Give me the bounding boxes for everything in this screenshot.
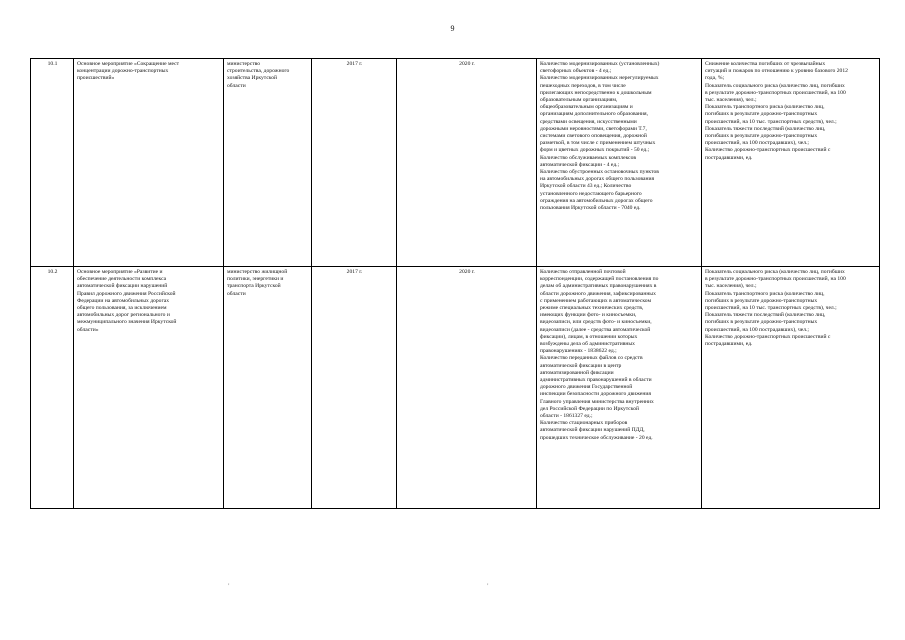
direct-indicators-line: фиксации), лицам, в отношении которых xyxy=(540,333,638,340)
direct-indicators-line: автоматической фиксации нарушений ПДД, xyxy=(540,427,645,434)
measure-name-line: Основное мероприятие «Развитие и xyxy=(77,269,163,275)
direct-indicators-line: делам об административных правонарушениях в xyxy=(540,283,657,290)
direct-indicators-line: административных правонарушений в области xyxy=(540,377,652,384)
final-indicators-line: Показатель транспортного риска (количество лиц, xyxy=(705,104,825,111)
direct-indicators-line: автоматической фиксации - 4 ед.; xyxy=(540,161,620,168)
measure-name-line: общего пользования, за исключением xyxy=(77,305,167,312)
executor xyxy=(224,267,312,509)
direct-indicators xyxy=(537,59,702,267)
final-indicators-line: пострадавшими, ед. xyxy=(705,341,753,348)
measure-name-line: концентрации дорожно-транспортных xyxy=(77,68,169,75)
direct-indicators-line: прилегающих непосредственно к дошкольным xyxy=(540,89,652,96)
page-number: 9 xyxy=(450,24,455,33)
final-indicators-line: происшествий, на 100 пострадавших), чел.; xyxy=(705,140,809,147)
direct-indicators xyxy=(537,267,702,509)
final-indicators xyxy=(702,267,880,509)
direct-indicators-line: Количество стационарных приборов xyxy=(540,420,628,427)
final-indicators-line: года, %; xyxy=(705,75,725,82)
direct-indicators-line: организациям дополнительного образования, xyxy=(540,111,649,118)
direct-indicators-line: автоматической фиксации в центр xyxy=(540,362,622,369)
final-indicators-line: погибших в результате дорожно-транспортных xyxy=(705,319,818,326)
final-indicators-line: Количество дорожно-транспортных происшествий с xyxy=(705,333,831,340)
direct-indicators-line: режиме специальных технических средств, xyxy=(540,305,644,312)
executor-line: транспорта Иркутской xyxy=(227,283,281,290)
direct-indicators-line: пользования Иркутской области - 7040 ед. xyxy=(540,205,641,212)
final-indicators-line: ситуаций и пожаров по отношению к уровню базового 2012 xyxy=(705,68,848,75)
direct-indicators-line: Количество модернизированных (установленных) xyxy=(540,61,660,67)
direct-indicators-line: Количество обслуживаемых комплексов xyxy=(540,154,637,161)
executor-line: строительства, дорожного xyxy=(227,68,290,75)
executor-line: министерство xyxy=(227,61,261,67)
direct-indicators-line: автоматизированной фиксации xyxy=(540,369,614,376)
start-year: 2017 г. xyxy=(312,59,397,267)
direct-indicators-line: Иркутской области 43 ед.; Количество xyxy=(540,183,632,190)
measure-name-line: автоматической фиксации нарушений xyxy=(77,283,168,290)
direct-indicators-line: дорожного движения Государственной xyxy=(540,384,633,391)
direct-indicators-line: разметкой, в том числе с применением штучных xyxy=(540,140,656,147)
executor-line: области xyxy=(227,290,246,297)
direct-indicators-line: образовательным организациям, xyxy=(540,97,618,104)
measure-name-line: Федерации на автомобильных дорогах xyxy=(77,297,170,304)
final-indicators-line: в результате дорожно-транспортных происшествий, на 100 xyxy=(705,276,846,283)
direct-indicators-line: имеющих функции фото- и киносъемки, xyxy=(540,312,637,319)
direct-indicators-line: средствами освещения, искусственными xyxy=(540,118,637,125)
end-year: 2020 г. xyxy=(397,59,537,267)
final-indicators-line: тыс. населения), чел.; xyxy=(705,97,757,104)
final-indicators-line: пострадавшими, ед. xyxy=(705,154,753,161)
final-indicators-line: Показатель социального риска (количество лиц, погибших xyxy=(705,82,845,89)
measure-name xyxy=(74,59,224,267)
final-indicators-line: происшествий, на 100 пострадавших), чел.; xyxy=(705,326,809,333)
measure-name-line: Правил дорожного движения Российской xyxy=(77,290,176,297)
direct-indicators-line: прошедших техническое обслуживание - 20 ед. xyxy=(540,434,653,441)
table-row xyxy=(31,267,880,509)
final-indicators-line: происшествий, на 10 тыс. транспортных средств), чел.; xyxy=(705,118,837,125)
direct-indicators-line: Количество обустроенных остановочных пунктов xyxy=(540,169,659,176)
direct-indicators-line: видеозаписи (далее - средства автоматической xyxy=(540,326,651,333)
final-indicators-line: Количество дорожно-транспортных происшествий с xyxy=(705,147,831,154)
direct-indicators-line: форм и цветных дорожных покрытий - 50 ед.; xyxy=(540,147,650,154)
final-indicators-line: в результате дорожно-транспортных происшествий, на 100 xyxy=(705,89,846,96)
direct-indicators-line: Количество модернизированных нерегулируемых xyxy=(540,75,659,82)
measure-name-line: автомобильных дорог регионального и xyxy=(77,312,170,319)
executor-line: области xyxy=(227,82,246,89)
measure-name-line: области» xyxy=(77,326,99,333)
final-indicators-line: Показатель тяжести последствий (количество лиц, xyxy=(705,125,826,132)
direct-indicators-line: Количество отправленной почтовой xyxy=(540,269,626,275)
end-year: 2020 г. xyxy=(397,267,537,509)
measure-name-line: межмуниципального значения Иркутской xyxy=(77,319,177,326)
table-row xyxy=(31,59,880,267)
direct-indicators-line: инспекции безопасности дорожного движения xyxy=(540,391,651,398)
direct-indicators-line: на автомобильных дорогах общего пользования xyxy=(540,176,655,183)
final-indicators xyxy=(702,59,880,267)
final-indicators-line: Показатель социального риска (количество лиц, погибших xyxy=(705,269,845,275)
direct-indicators-line: видеозаписи, или средств фото- и киносъемки, xyxy=(540,319,652,326)
direct-indicators-line: светофорных объектов - 4 ед.; xyxy=(540,68,612,75)
direct-indicators-line: ограждения на автомобильных дорогах общего xyxy=(540,197,653,204)
scan-mark: , xyxy=(228,580,230,586)
executor-line: политики, энергетики и xyxy=(227,276,284,283)
final-indicators-line: погибших в результате дорожно-транспортных xyxy=(705,297,818,304)
direct-indicators-line: корреспонденции, содержащей постановления по xyxy=(540,276,659,283)
direct-indicators-line: правонарушениях - 1838622 ед.; xyxy=(540,348,617,355)
measure-name xyxy=(74,267,224,509)
direct-indicators-line: с применением работающих в автоматическом xyxy=(540,297,652,304)
direct-indicators-line: пешеходных переходов, в том числе xyxy=(540,82,626,89)
final-indicators-line: погибших в результате дорожно-транспортных xyxy=(705,111,818,118)
final-indicators-line: Показатель транспортного риска (количество лиц, xyxy=(705,290,825,297)
measure-name-line: обеспечение деятельности комплекса xyxy=(77,276,167,283)
executor-line: хозяйства Иркутской xyxy=(227,75,278,82)
start-year: 2017 г. xyxy=(312,267,397,509)
final-indicators-line: Показатель тяжести последствий (количество лиц, xyxy=(705,312,826,319)
direct-indicators-line: дел Российской Федерации по Иркутской xyxy=(540,405,639,412)
measure-name-line: Основное мероприятие «Сокращение мест xyxy=(77,61,180,67)
final-indicators-line: тыс. населения), чел.; xyxy=(705,283,757,290)
executor-line: министерство жилищной xyxy=(227,269,288,275)
direct-indicators-line: Главного управления министерства внутренних xyxy=(540,398,654,405)
direct-indicators-line: области дорожного движения, зафиксированных xyxy=(540,290,656,297)
row-number: 10.2 xyxy=(31,267,74,509)
direct-indicators-line: дорожными неровностями, светофорами Т.7, xyxy=(540,125,647,132)
scan-mark: , xyxy=(487,580,489,586)
direct-indicators-line: возбуждены дела об административных xyxy=(540,341,635,348)
final-indicators-line: погибших в результате дорожно-транспортных xyxy=(705,133,818,140)
final-indicators-line: Снижение количества погибших от чрезвычайных xyxy=(705,61,826,67)
row-number: 10.1 xyxy=(31,59,74,267)
final-indicators-line: происшествий, на 10 тыс. транспортных средств), чел.; xyxy=(705,305,837,312)
direct-indicators-line: установленного недостающего барьерного xyxy=(540,190,642,197)
measure-name-line: происшествий» xyxy=(77,75,115,82)
direct-indicators-line: Количество переданных файлов со средств xyxy=(540,355,643,362)
executor xyxy=(224,59,312,267)
direct-indicators-line: области - 1861327 ед.; xyxy=(540,413,593,420)
direct-indicators-line: общеобразовательным организациям и xyxy=(540,104,633,111)
direct-indicators-line: системами светового оповещения, дорожной xyxy=(540,133,647,140)
measures-table xyxy=(30,58,880,509)
